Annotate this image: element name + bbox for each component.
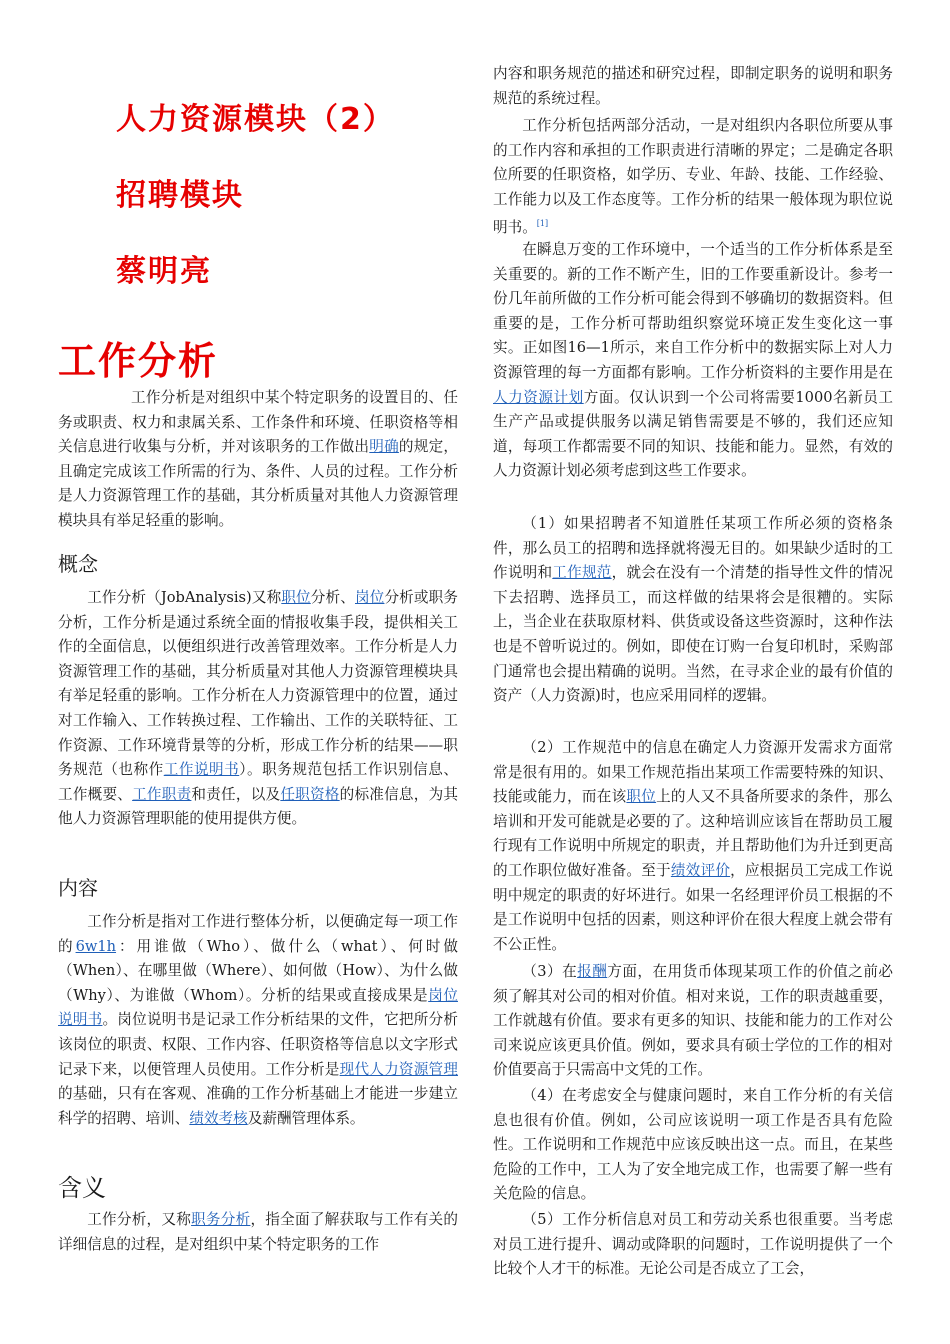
link-qualifications[interactable]: 任职资格: [280, 785, 340, 803]
title-recruitment: 招聘模块: [116, 178, 244, 213]
concept-paragraph: 工作分析（JobAnalysis)又称职位分析、岗位分析或职务分析，工作分析是通过系统全面的情报收集手段，提供相关工作的全面信息，以便组织进行改善管理效率。工作分析是人力资源管理工作的基础，其分析质量对其他人力资源管理模块具有举足轻重的影响。工作分析在人力资源管理中的位置，通过对工作输入、工作转换过程、工作输出、工作的关联特征、工作资源、工作环境背景等的分析，形成工作分析的结果——职务规范（也称作工作说明书）。职务规范包括工作识别信息、工作概要、工作职责和责任，以及任职资格的标准信息，为其他人力资源管理职能的使用提供方便。: [58, 589, 458, 828]
point-2-paragraph: （2）工作规范中的信息在确定人力资源开发需求方面常常是很有用的。如果工作规范指出某项工作需要特殊的知识、技能或能力，而在该职位上的人又不具备所要求的条件，那么培训和开发可能就是必要的了。这种培训应该旨在帮助员工履行现有工作说明中所规定的职责，并且帮助他们为升迁到更高的工作职位做好准备。至于绩效评价，应根据员工完成工作说明中规定的职责的好坏进行。如果一名经理评价员工根据的不是工作说明中包括的因素，则这种评价在很大程度上就会带有不公正性。: [493, 739, 893, 953]
link-zhiwei[interactable]: 职位: [281, 589, 311, 606]
link-hr-planning[interactable]: 人力资源计划: [493, 388, 584, 406]
point-5-paragraph: （5）工作分析信息对员工和劳动关系也很重要。当考虑对员工进行提升、调动或降职的问题时，工作说明提供了一个比较个人才干的标准。无论公司是否成立了工会，: [493, 1211, 893, 1278]
concept-heading: 概念: [58, 552, 98, 576]
link-position[interactable]: 职位: [626, 788, 657, 806]
meaning-heading: 含义: [58, 1174, 106, 1202]
point-1-paragraph: （1）如果招聘者不知道胜任某项工作所必须的资格条件，那么员工的招聘和选择就将漫无目的。如果缺少适时的工作说明和工作规范，就会在没有一个清楚的指导性文件的情况下去招聘、选择员工，而这样做的结果将会是很糟的。实际上，当企业在获取原材料、供货或设备这些资源时，这种作法也是不曾听说过的。例如，即使在订购一台复印机时，采购部门通常也会提出精确的说明。当然，在寻求企业的最有价值的资产（人力资源)时，也应采用同样的逻辑。: [493, 515, 893, 705]
link-job-duties[interactable]: 工作职责: [132, 785, 192, 803]
link-job-description[interactable]: 工作说明书: [163, 761, 240, 779]
point-4-paragraph: （4）在考虑安全与健康问题时，来自工作分析的有关信息也很有价值。例如，公司应该说明一项工作是否具有危险性。工作说明和工作规范中应该反映出这一点。而且，在某些危险的工作中，工人为了安全地完成工作，也需要了解一些有关危险的信息。: [493, 1087, 893, 1203]
link-post-description[interactable]: 岗位说明书: [58, 986, 458, 1029]
title-module: 人力资源模块（2）: [116, 102, 395, 137]
link-performance-evaluation[interactable]: 绩效评价: [670, 861, 731, 879]
link-mingque[interactable]: 明确: [369, 438, 399, 456]
link-gangwei[interactable]: 岗位: [354, 589, 385, 606]
link-compensation[interactable]: 报酬: [577, 963, 608, 980]
content-paragraph: 工作分析是指对工作进行整体分析，以便确定每一项工作的6w1h：用谁做（Who）、做什么（what）、何时做（When）、在哪里做（Where）、如何做（How）、为什么做（Why）、为谁做（Whom）。分析的结果或直接成果是岗位说明书。岗位说明书是记录工作分析结果的文件，它把所分析该岗位的职责、权限、工作内容、任职资格等信息以文字形式记录下来，以便管理人员使用。工作分析是现代人力资源管理的基础，只有在客观、准确的工作分析基础上才能进一步建立科学的招聘、培训、绩效考核及薪酬管理体系。: [58, 913, 458, 1127]
environment-paragraph: 在瞬息万变的工作环境中，一个适当的工作分析体系是至关重要的。新的工作不断产生，旧的工作要重新设计。参考一份几年前所做的工作分析可能会得到不够确切的数据资料。但重要的是，工作分析可帮助组织察觉环境正发生变化这一事实。正如图16—1所示，来自工作分析中的数据实际上对人力资源管理的每一方面都有影响。工作分析资料的主要作用是在人力资源计划方面。仅认识到一个公司将需要1000名新员工生产产品或提供服务以满足销售需要是不够的，我们还应知道，每项工作都需要不同的知识、技能和能力。显然，有效的人力资源计划必须考虑到这些工作要求。: [493, 241, 893, 480]
link-6w1h[interactable]: 6w1h: [75, 937, 117, 955]
two-activities-paragraph: 工作分析包括两部分活动，一是对组织内各职位所要从事的工作内容和承担的工作职责进行清晰的界定；二是确定各职位所要的任职资格，如学历、专业、年龄、技能、工作经验、工作能力以及工作态度等。工作分析的结果一般体现为职位说明书。[1]: [493, 117, 893, 237]
continued-paragraph: 内容和职务规范的描述和研究过程，即制定职务的说明和职务规范的系统过程。: [493, 65, 893, 107]
link-performance-appraisal[interactable]: 绩效考核: [189, 1109, 248, 1127]
link-modern-hrm[interactable]: 现代人力资源管理: [339, 1060, 458, 1078]
link-job-analysis[interactable]: 职务分析: [191, 1211, 251, 1228]
point-3-paragraph: （3）在报酬方面，在用货币体现某项工作的价值之前必须了解其对公司的相对价值。相对来说，工作的职责越重要，工作就越有价值。要求有更多的知识、技能和能力的工作对公司来说应该更具价值。例如，要求具有硕士学位的工作的相对价值要高于只需高中文凭的工作。: [493, 963, 893, 1079]
intro-paragraph: 工作分析是对组织中某个特定职务的设置目的、任务或职责、权力和隶属关系、工作条件和环境、任职资格等相关信息进行收集与分析，并对该职务的工作做出明确的规定，且确定完成该工作所需的行为、条件、人员的过程。工作分析是人力资源管理工作的基础，其分析质量对其他人力资源管理模块具有举足轻重的影响。: [58, 389, 458, 529]
main-heading: 工作分析: [58, 339, 219, 383]
link-job-spec[interactable]: 工作规范: [552, 564, 612, 582]
reference-marker[interactable]: [1]: [536, 219, 549, 229]
meaning-paragraph: 工作分析，又称职务分析，指全面了解获取与工作有关的详细信息的过程，是对组织中某个特定职务的工作: [58, 1211, 458, 1253]
title-author: 蔡明亮: [116, 254, 212, 289]
content-heading: 内容: [58, 876, 98, 900]
